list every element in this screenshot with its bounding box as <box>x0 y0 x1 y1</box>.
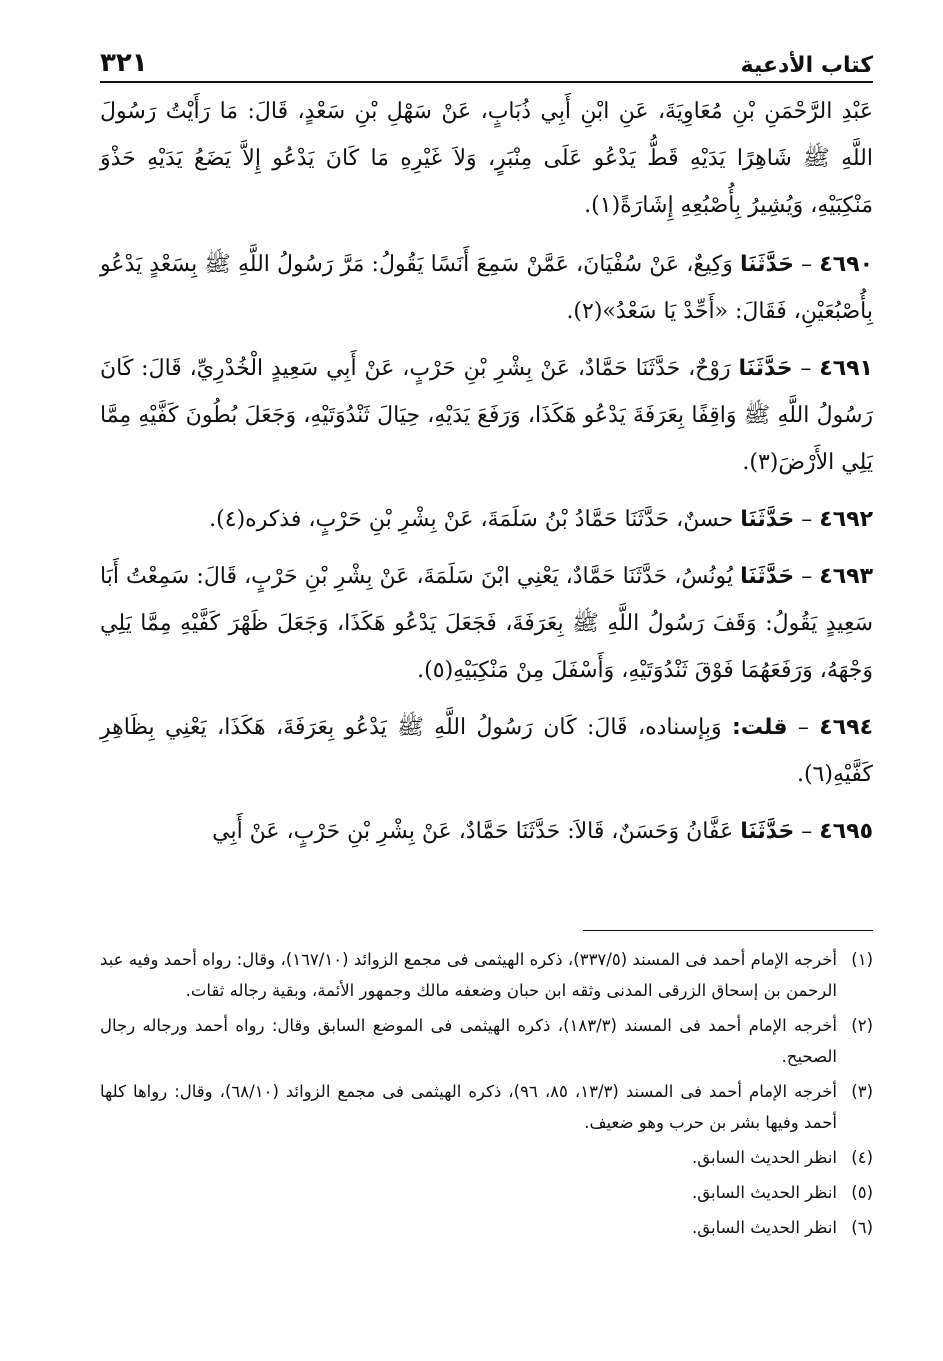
hadith-number: ٤٦٩٤ <box>819 715 873 740</box>
footnote-divider <box>583 930 873 931</box>
hadith-number: ٤٦٩١ <box>819 356 873 381</box>
footnotes <box>100 944 873 1247</box>
main-text <box>100 88 873 865</box>
footnote <box>100 944 873 1006</box>
hadith-text: رَوْحٌ، حَدَّثَنَا حَمَّادٌ، عَنْ بِشْرِ بْنِ حَرْبٍ، عَنْ أَبِي سَعِيدٍ الْخُدْرِيِّ، قَالَ: كَانَ رَسُولُ اللَّهِ ﷺ وَاقِفًا بِعَرَفَةَ يَدْعُو هَكَذَا، وَرَفَعَ يَدَيْهِ، حِيَالَ ثَنْدُوَتَيْهِ، وَجَعَلَ بُطُونَ كَفَّيْهِ مِمَّا يَلِي الأَرْضَ(٣). <box>100 356 873 475</box>
hadith-paragraph: ٤٦٩٤ – قلت: وَبِإسناده، قَالَ: كَان رَسُولُ اللَّهِ ﷺ يَدْعُو بِعَرَفَةَ، هَكَذَا، يَعْنِي بِظَاهِرِ كَفَّيْهِ(٦). <box>100 715 873 787</box>
hadith-text: وَبِإسناده، قَالَ: كَان رَسُولُ اللَّهِ ﷺ يَدْعُو بِعَرَفَةَ، هَكَذَا، يَعْنِي بِظَاهِرِ كَفَّيْهِ(٦). <box>100 715 873 787</box>
hadith-paragraph: ٤٦٩٠ – حَدَّثَنَا وَكِيعٌ، عَنْ سُفْيَانَ، عَمَّنْ سَمِعَ أَنَسًا يَقُولُ: مَرَّ رَسُولُ اللَّهِ ﷺ بِسَعْدٍ يَدْعُو بِأُصْبُعَيْنِ، فَقَالَ: «أَحِّدْ يَا سَعْدُ»(٢). <box>100 252 873 324</box>
hadith-number: ٤٦٩٣ <box>819 564 873 589</box>
hadith-lead: قلت: <box>732 715 788 740</box>
footnote-text: انظر الحديث السابق. <box>692 1218 837 1237</box>
footnote-number: (٥) <box>851 1183 873 1202</box>
hadith-number: ٤٦٩٠ <box>819 252 873 277</box>
footnote <box>100 1010 873 1072</box>
hadith-number: ٤٦٩٥ <box>819 819 873 844</box>
footnote-number: (١) <box>851 950 873 969</box>
chapter-title: كتاب الأدعية <box>740 53 873 78</box>
header-divider <box>100 81 873 83</box>
hadith-paragraph: ٤٦٩١ – حَدَّثَنَا رَوْحٌ، حَدَّثَنَا حَمَّادٌ، عَنْ بِشْرِ بْنِ حَرْبٍ، عَنْ أَبِي سَعِيدٍ الْخُدْرِيِّ، قَالَ: كَانَ رَسُولُ اللَّهِ ﷺ وَاقِفًا بِعَرَفَةَ يَدْعُو هَكَذَا، وَرَفَعَ يَدَيْهِ، حِيَالَ ثَنْدُوَتَيْهِ، وَجَعَلَ بُطُونَ كَفَّيْهِ مِمَّا يَلِي الأَرْضَ(٣). <box>100 356 873 475</box>
page-number: ٣٢١ <box>100 48 148 78</box>
footnote-text: أخرجه الإمام أحمد فى المسند (٣٣٧/٥)، ذكره الهيثمى فى مجمع الزوائد (١٦٧/١٠)، وقال: رواه أحمد وفيه عبد الرحمن بن إسحاق الزرقى المدنى وثقه ابن حبان وضعفه مالك وجمهور الأئمة، وبقية رجاله ثقات. <box>100 950 837 1000</box>
footnote-text: انظر الحديث السابق. <box>692 1183 837 1202</box>
hadith-text: وَكِيعٌ، عَنْ سُفْيَانَ، عَمَّنْ سَمِعَ أَنَسًا يَقُولُ: مَرَّ رَسُولُ اللَّهِ ﷺ بِسَعْدٍ يَدْعُو بِأُصْبُعَيْنِ، فَقَالَ: «أَحِّدْ يَا سَعْدُ»(٢). <box>100 252 873 324</box>
hadith-text: عَفَّانُ وَحَسَنٌ، قَالاَ: حَدَّثَنَا حَمَّادٌ، عَنْ بِشْرِ بْنِ حَرْبٍ، عَنْ أَبِي <box>212 819 734 844</box>
continuation-paragraph: عَبْدِ الرَّحْمَنِ بْنِ مُعَاوِيَةَ، عَنِ ابْنِ أَبِي ذُبَابٍ، عَنْ سَهْلِ بْنِ سَعْدٍ، قَالَ: مَا رَأَيْتُ رَسُولَ اللَّهِ ﷺ شَاهِرًا يَدَيْهِ قَطُّ يَدْعُو عَلَى مِنْبَرٍ، وَلاَ غَيْرِهِ مَا كَانَ يَدْعُو إِلاَّ يَضَعُ يَدَيْهِ حَذْوَ مَنْكِبَيْهِ، وَيُشِيرُ بِأُصْبُعِهِ إِشَارَةً(١). <box>100 99 873 218</box>
hadith-lead: حَدَّثَنَا <box>740 819 795 844</box>
page-header <box>100 38 873 78</box>
hadith-lead: حَدَّثَنَا <box>739 252 795 277</box>
hadith-text: حسنٌ، حَدَّثَنَا حَمَّادُ بْنُ سَلَمَةَ، عَنْ بِشْرِ بْنِ حَرْبٍ، فذكره(٤). <box>209 507 734 532</box>
hadith-lead: حَدَّثَنَا <box>738 356 793 381</box>
hadith-paragraph: ٤٦٩٥ – حَدَّثَنَا عَفَّانُ وَحَسَنٌ، قَالاَ: حَدَّثَنَا حَمَّادٌ، عَنْ بِشْرِ بْنِ حَرْبٍ، عَنْ أَبِي <box>212 819 873 844</box>
footnote <box>100 1142 873 1173</box>
footnote-number: (٢) <box>851 1016 873 1035</box>
hadith-lead: حَدَّثَنَا <box>740 507 795 532</box>
footnote-text: انظر الحديث السابق. <box>692 1148 837 1167</box>
footnote-number: (٣) <box>851 1082 873 1101</box>
footnote-number: (٦) <box>851 1218 873 1237</box>
footnote <box>100 1177 873 1208</box>
hadith-lead: حَدَّثَنَا <box>740 564 795 589</box>
footnote-text: أخرجه الإمام أحمد فى المسند (١٣/٣، ٨٥، ٩٦)، ذكره الهيثمى فى مجمع الزوائد (٦٨/١٠)، وقال: رواها كلها أحمد وفيها بشر بن حرب وهو ضعيف. <box>100 1082 838 1132</box>
footnote-number: (٤) <box>851 1148 873 1167</box>
footnote <box>100 1212 873 1243</box>
footnote-text: أخرجه الإمام أحمد فى المسند (١٨٣/٣)، ذكره الهيثمى فى الموضع السابق وقال: رواه أحمد ورجاله رجال الصحيح. <box>100 1016 837 1066</box>
hadith-number: ٤٦٩٢ <box>819 507 873 532</box>
footnote <box>100 1076 873 1138</box>
hadith-paragraph: ٤٦٩٣ – حَدَّثَنَا يُونُسُ، حَدَّثَنَا حَمَّادٌ، يَعْنِي ابْنَ سَلَمَةَ، عَنْ بِشْرِ بْنِ حَرْبٍ، قَالَ: سَمِعْتُ أَبَا سَعِيدٍ يَقُولُ: وَقَفَ رَسُولُ اللَّهِ ﷺ بِعَرَفَةَ، فَجَعَلَ يَدْعُو هَكَذَا، وَجَعَلَ ظَهْرَ كَفَّيْهِ مِمَّا يَلِي وَجْهَهُ، وَرَفَعَهُمَا فَوْقَ ثَنْدُوَتَيْهِ، وَأَسْفَلَ مِنْ مَنْكِبَيْهِ(٥). <box>100 564 873 683</box>
hadith-text: يُونُسُ، حَدَّثَنَا حَمَّادٌ، يَعْنِي ابْنَ سَلَمَةَ، عَنْ بِشْرِ بْنِ حَرْبٍ، قَالَ: سَمِعْتُ أَبَا سَعِيدٍ يَقُولُ: وَقَفَ رَسُولُ اللَّهِ ﷺ بِعَرَفَةَ، فَجَعَلَ يَدْعُو هَكَذَا، وَجَعَلَ ظَهْرَ كَفَّيْهِ مِمَّا يَلِي وَجْهَهُ، وَرَفَعَهُمَا فَوْقَ ثَنْدُوَتَيْهِ، وَأَسْفَلَ مِنْ مَنْكِبَيْهِ(٥). <box>100 564 873 683</box>
hadith-paragraph: ٤٦٩٢ – حَدَّثَنَا حسنٌ، حَدَّثَنَا حَمَّادُ بْنُ سَلَمَةَ، عَنْ بِشْرِ بْنِ حَرْبٍ، فذكره(٤). <box>209 507 873 532</box>
